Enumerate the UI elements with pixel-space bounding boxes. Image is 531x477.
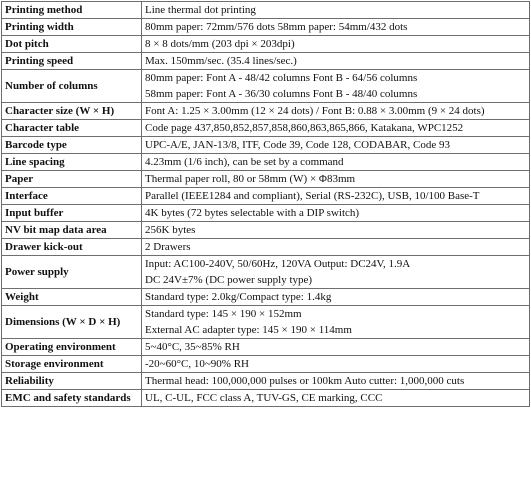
spec-value-line: Input: AC100-240V, 50/60Hz, 120VA Output: DC24V, 1.9A <box>145 258 411 270</box>
spec-row <box>2 306 530 339</box>
spec-table-body <box>2 2 530 407</box>
spec-value-line: Max. 150mm/sec. (35.4 lines/sec.) <box>145 55 297 67</box>
spec-label: Power supply <box>2 256 142 289</box>
spec-row <box>2 339 530 356</box>
spec-value-line: Parallel (IEEE1284 and compliant), Serial (RS-232C), USB, 10/100 Base-T <box>145 190 480 202</box>
spec-label: Storage environment <box>2 356 142 373</box>
spec-value-line: 256K bytes <box>145 224 196 236</box>
spec-row <box>2 390 530 407</box>
spec-value-line: 5~40°C, 35~85% RH <box>145 341 240 353</box>
spec-label: Number of columns <box>2 70 142 103</box>
spec-label: Weight <box>2 289 142 306</box>
spec-row <box>2 188 530 205</box>
spec-row <box>2 289 530 306</box>
spec-value-line: Code page 437,850,852,857,858,860,863,865,866, Katakana, WPC1252 <box>145 122 464 134</box>
spec-label: Reliability <box>2 373 142 390</box>
spec-value-line: Thermal paper roll, 80 or 58mm (W) × Φ83mm <box>145 173 356 185</box>
spec-label: Printing width <box>2 19 142 36</box>
spec-label: Operating environment <box>2 339 142 356</box>
spec-value-line: UPC-A/E, JAN-13/8, ITF, Code 39, Code 128, CODABAR, Code 93 <box>145 139 450 151</box>
spec-label: Barcode type <box>2 137 142 154</box>
spec-row <box>2 70 530 103</box>
spec-value-line: 8 × 8 dots/mm (203 dpi × 203dpi) <box>145 38 295 50</box>
spec-row <box>2 137 530 154</box>
spec-row <box>2 256 530 289</box>
spec-value <box>142 36 530 53</box>
spec-label: NV bit map data area <box>2 222 142 239</box>
spec-label: Input buffer <box>2 205 142 222</box>
spec-value-line: -20~60°C, 10~90% RH <box>145 358 249 370</box>
spec-value-line: Thermal head: 100,000,000 pulses or 100km Auto cutter: 1,000,000 cuts <box>145 375 465 387</box>
spec-value-line: 4.23mm (1/6 inch), can be set by a command <box>145 156 344 168</box>
spec-value <box>142 356 530 373</box>
spec-value <box>142 256 530 289</box>
spec-value <box>142 171 530 188</box>
spec-value <box>142 239 530 256</box>
spec-value <box>142 19 530 36</box>
spec-row <box>2 53 530 70</box>
spec-value-line: 80mm paper: 72mm/576 dots 58mm paper: 54mm/432 dots <box>145 21 408 33</box>
spec-row <box>2 19 530 36</box>
spec-value-line: UL, C-UL, FCC class A, TUV-GS, CE marking, CCC <box>145 392 383 404</box>
spec-row <box>2 154 530 171</box>
spec-value <box>142 137 530 154</box>
spec-value <box>142 53 530 70</box>
spec-label: Interface <box>2 188 142 205</box>
spec-value <box>142 2 530 19</box>
spec-value <box>142 306 530 339</box>
spec-row <box>2 103 530 120</box>
spec-value-line: 2 Drawers <box>145 241 191 253</box>
spec-row <box>2 120 530 137</box>
spec-value-line: Line thermal dot printing <box>145 4 256 16</box>
spec-value <box>142 188 530 205</box>
spec-value-line: External AC adapter type: 145 × 190 × 114mm <box>145 324 352 336</box>
spec-table <box>1 1 530 407</box>
spec-value-line: 58mm paper: Font A - 36/30 columns Font B - 48/40 columns <box>145 88 418 100</box>
spec-row <box>2 356 530 373</box>
spec-label: Dot pitch <box>2 36 142 53</box>
spec-label: Printing method <box>2 2 142 19</box>
spec-value <box>142 373 530 390</box>
spec-label: Dimensions (W × D × H) <box>2 306 142 339</box>
spec-value <box>142 339 530 356</box>
spec-value <box>142 390 530 407</box>
spec-label: EMC and safety standards <box>2 390 142 407</box>
spec-value-line: Font A: 1.25 × 3.00mm (12 × 24 dots) / Font B: 0.88 × 3.00mm (9 × 24 dots) <box>145 105 485 117</box>
spec-value <box>142 70 530 103</box>
spec-value <box>142 103 530 120</box>
spec-row <box>2 2 530 19</box>
spec-label: Line spacing <box>2 154 142 171</box>
spec-row <box>2 373 530 390</box>
spec-row <box>2 171 530 188</box>
spec-value <box>142 222 530 239</box>
spec-row <box>2 239 530 256</box>
spec-value <box>142 205 530 222</box>
spec-value <box>142 154 530 171</box>
spec-value-line: 80mm paper: Font A - 48/42 columns Font B - 64/56 columns <box>145 72 418 84</box>
spec-value-line: DC 24V±7% (DC power supply type) <box>145 274 313 286</box>
spec-value-line: 4K bytes (72 bytes selectable with a DIP switch) <box>145 207 360 219</box>
spec-value-line: Standard type: 145 × 190 × 152mm <box>145 308 302 320</box>
spec-row <box>2 222 530 239</box>
spec-value-line: Standard type: 2.0kg/Compact type: 1.4kg <box>145 291 332 303</box>
spec-value <box>142 120 530 137</box>
spec-row <box>2 205 530 222</box>
spec-label: Character size (W × H) <box>2 103 142 120</box>
spec-label: Character table <box>2 120 142 137</box>
spec-value <box>142 289 530 306</box>
spec-label: Printing speed <box>2 53 142 70</box>
spec-row <box>2 36 530 53</box>
spec-label: Paper <box>2 171 142 188</box>
spec-label: Drawer kick-out <box>2 239 142 256</box>
